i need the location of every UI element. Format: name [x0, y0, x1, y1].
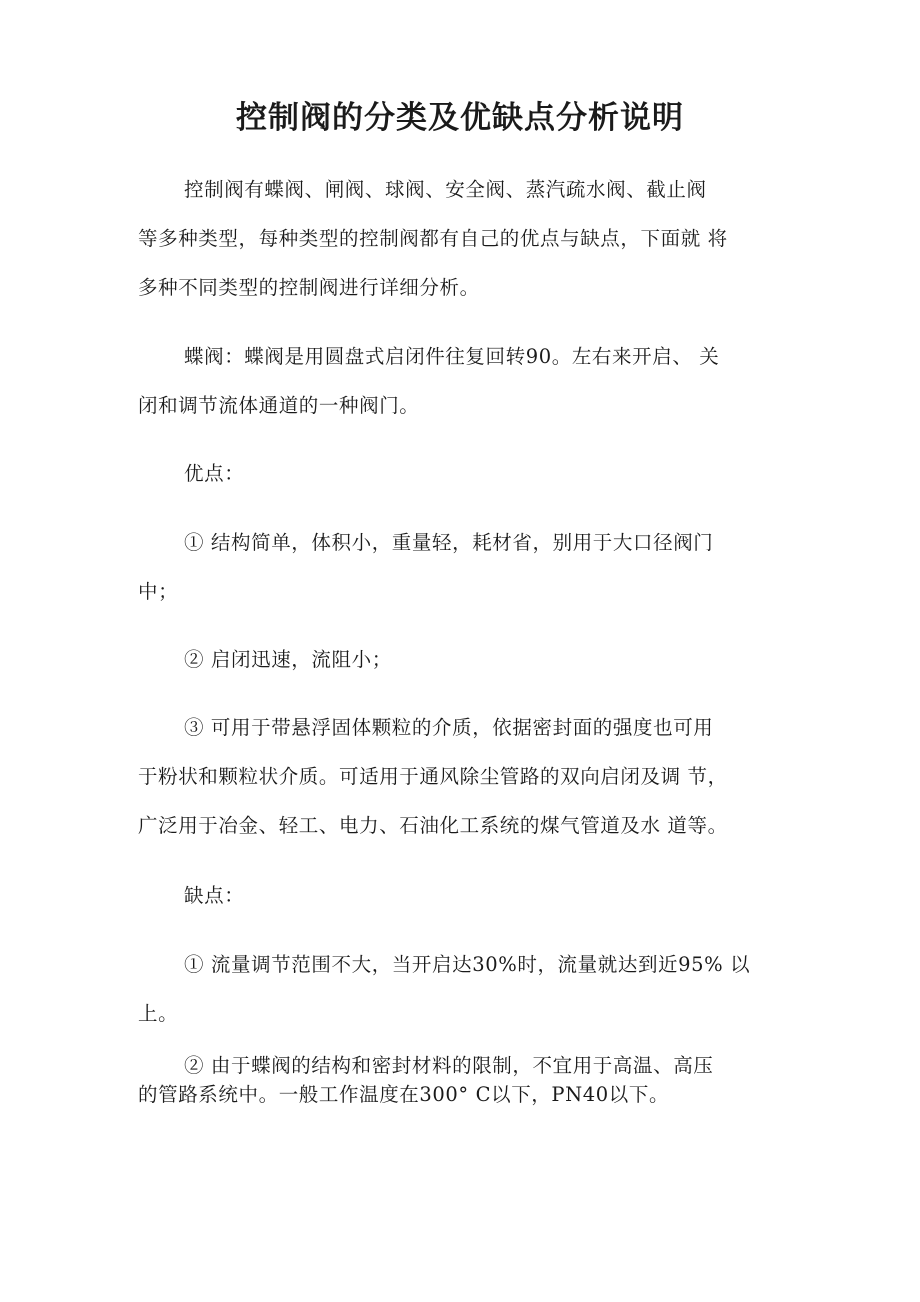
- disadvantages-heading: 缺点：: [184, 884, 245, 907]
- advantages-heading: 优点：: [184, 462, 245, 485]
- advantage-3-line-2: 于粉状和颗粒状介质。可适用于通风除尘管路的双向启闭及调 节，: [138, 765, 728, 788]
- advantage-3-line-3: 广泛用于冶金、轻工、电力、石油化工系统的煤气管道及水 道等。: [138, 814, 728, 837]
- disadvantage-1-line-1: ① 流量调节范围不大，当开启达30%时，流量就达到近95% 以: [184, 953, 751, 976]
- advantage-2-line-1: ② 启闭迅速，流阻小；: [184, 648, 392, 671]
- document-title: 控制阀的分类及优缺点分析说明: [236, 100, 684, 136]
- butterfly-line-2: 闭和调节流体通道的一种阀门。: [138, 394, 420, 417]
- intro-line-2: 等多种类型，每种类型的控制阀都有自己的优点与缺点，下面就 将: [138, 227, 728, 250]
- intro-line-1: 控制阀有蝶阀、闸阀、球阀、安全阀、蒸汽疏水阀、截止阀: [184, 178, 707, 201]
- disadvantage-2-line-1: ② 由于蝶阀的结构和密封材料的限制，不宜用于高温、高压: [184, 1054, 714, 1077]
- advantage-1-line-1: ① 结构简单，体积小，重量轻，耗材省，别用于大口径阀门: [184, 531, 714, 554]
- butterfly-line-1: 蝶阀：蝶阀是用圆盘式启闭件往复回转90。左右来开启、 关: [184, 345, 720, 368]
- intro-line-3: 多种不同类型的控制阀进行详细分析。: [138, 276, 480, 299]
- advantage-1-line-2: 中；: [138, 580, 179, 603]
- disadvantage-2-line-2: 的管路系统中。一般工作温度在300° C以下，PN40以下。: [138, 1083, 670, 1106]
- disadvantage-1-line-2: 上。: [138, 1002, 179, 1025]
- advantage-3-line-1: ③ 可用于带悬浮固体颗粒的介质，依据密封面的强度也可用: [184, 716, 714, 739]
